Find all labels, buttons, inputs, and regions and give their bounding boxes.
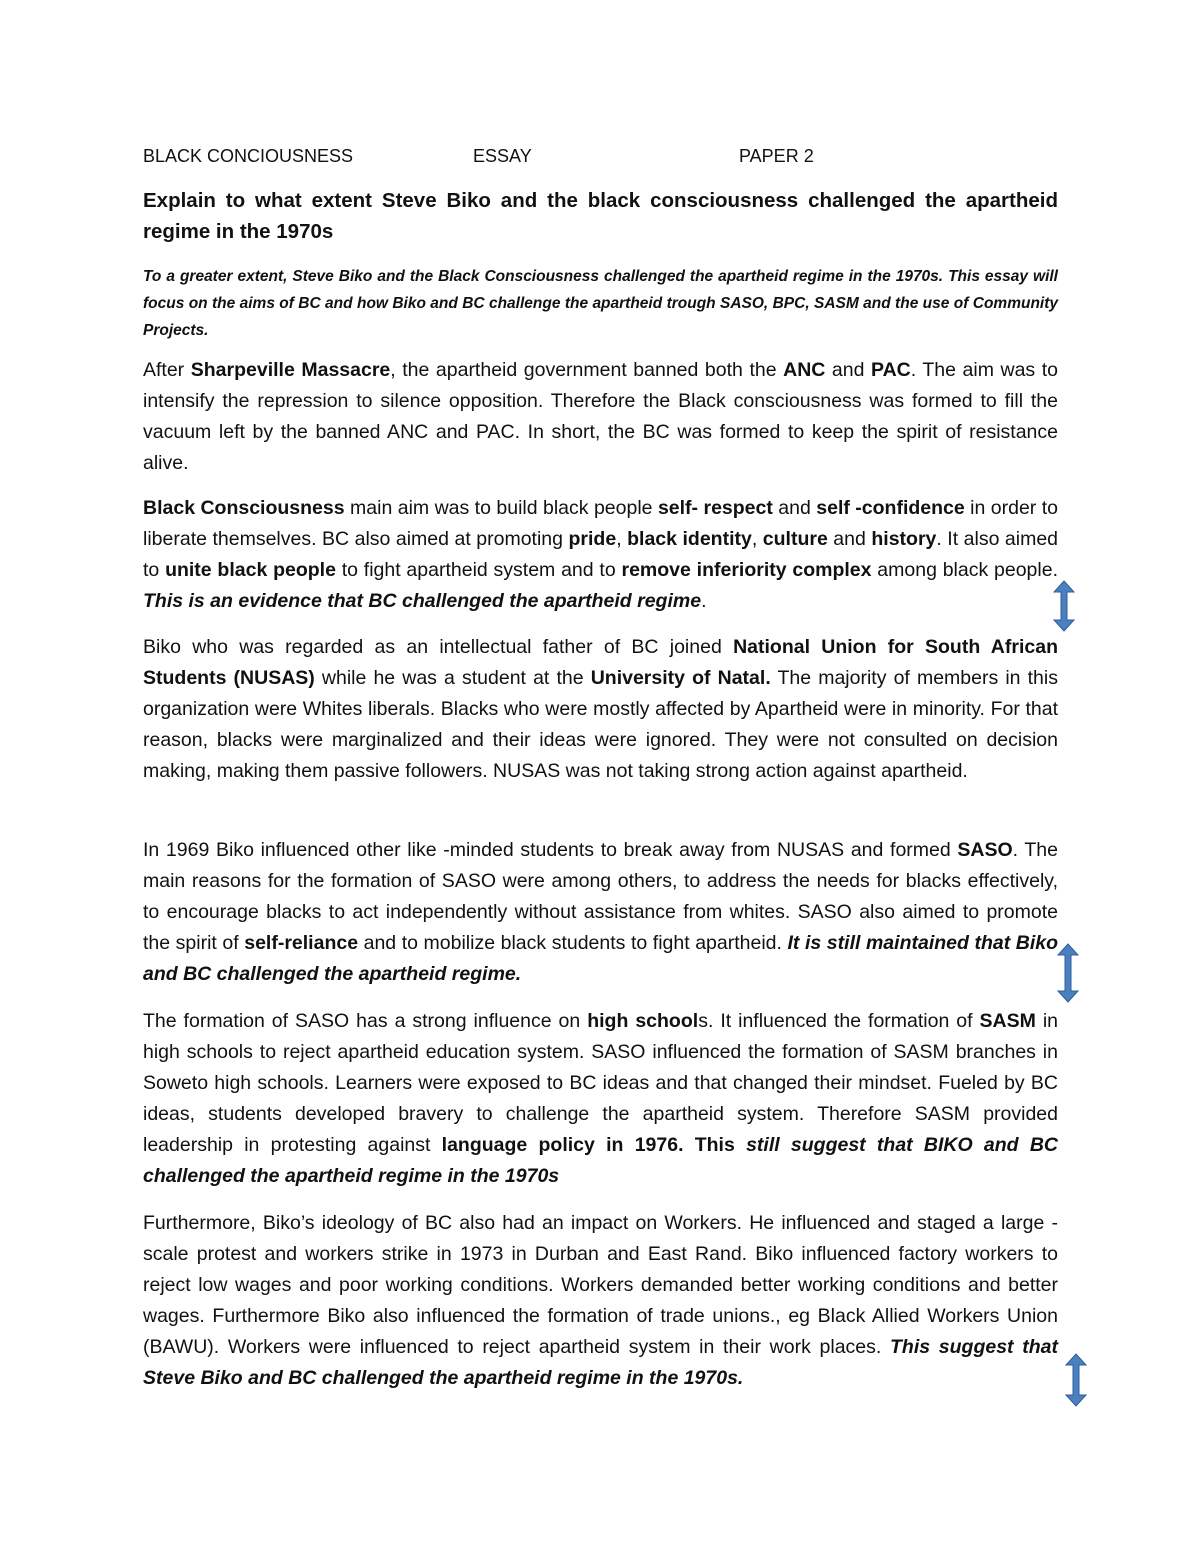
bold-term: black identity: [627, 528, 752, 550]
text-run: among black people.: [871, 559, 1058, 581]
bold-term: Sharpeville Massacre: [190, 359, 391, 381]
text-run: Biko who was regarded as an intellectual father of BC joined: [143, 636, 734, 658]
double-headed-arrow-icon: [1056, 943, 1080, 1003]
italic-conclusion: This suggest that Steve Biko and BC challenged the apartheid regime in the 1970s.: [143, 1336, 1058, 1389]
text-run: , the apartheid government banned both the: [390, 359, 784, 381]
bold-term: SASO: [957, 839, 1013, 861]
paragraph-workers: [143, 1208, 1058, 1394]
text-run: [735, 1134, 746, 1156]
text-run: and: [772, 497, 817, 519]
bold-term: culture: [762, 528, 828, 550]
paragraph-nusas: [143, 632, 1058, 787]
paragraph-saso: [143, 835, 1058, 990]
bold-term: SASM: [979, 1010, 1036, 1032]
text-run: After: [143, 359, 191, 381]
text-run: The formation of SASO has a strong influence on: [143, 1010, 588, 1032]
header-type: ESSAY: [473, 146, 532, 166]
paragraph-bc-aims: [143, 493, 1058, 617]
text-run: in order to liberate themselves. BC also aimed at promoting: [143, 497, 1058, 550]
italic-conclusion: It is still maintained that Biko and BC challenged the apartheid regime.: [143, 932, 1059, 985]
italic-conclusion: still suggest that BIKO and BC challenged the apartheid regime in the 1970s: [143, 1134, 1058, 1187]
header-paper: PAPER 2: [739, 146, 814, 166]
bold-term: self -confidence: [816, 497, 965, 519]
text-run: .: [701, 590, 707, 612]
text-run: in high schools to reject apartheid education system. SASO influenced the formation of SASM branches in Soweto high schools. Learners were exposed to BC ideas and that changed their mindset. Fueled by BC ideas, students developed bravery to challenge the apartheid system. Therefore SASM provided leadership in protesting against: [143, 1010, 1058, 1156]
paragraph-sharpeville: [143, 355, 1058, 479]
header-subject: BLACK CONCIOUSNESS: [143, 146, 354, 166]
bold-term: pride: [568, 528, 617, 550]
text-run: s. It influenced the formation of: [698, 1010, 980, 1032]
text-run: and: [827, 528, 872, 550]
bold-term: unite black people: [165, 559, 336, 581]
bold-term: language policy in 1976. This: [441, 1134, 735, 1156]
text-run: main aim was to build black people: [344, 497, 658, 519]
bold-term: University of Natal.: [590, 667, 771, 689]
paragraph-sasm: [143, 1006, 1058, 1192]
bold-term: Black Consciousness: [143, 497, 345, 519]
text-run: . The aim was to intensify the repression to silence opposition. Therefore the Black consciousness was formed to fill the vacuum left by the banned ANC and PAC. In short, the BC was formed to keep the spirit of resistance alive.: [143, 359, 1059, 474]
text-run: ,: [751, 528, 763, 550]
text-run: Furthermore, Biko’s ideology of BC also had an impact on Workers. He influenced and staged a large -scale protest and workers strike in 1973 in Durban and East Rand. Biko influenced factory workers to reject low wages and poor working conditions. Workers demanded better working conditions and better wages. Furthermore Biko also influenced the formation of trade unions., eg Black Allied Workers Union (BAWU). Workers were influenced to reject apartheid system in their work places.: [143, 1212, 1058, 1358]
bold-term: ANC: [783, 359, 826, 381]
bold-term: self- respect: [657, 497, 773, 519]
text-run: . It also aimed to: [143, 528, 1059, 581]
text-run: and: [825, 359, 872, 381]
text-run: The majority of members in this organization were Whites liberals. Blacks who were mostly affected by Apartheid were in minority. For that reason, blacks were marginalized and their ideas were ignored. They were not consulted on decision making, making them passive followers. NUSAS was not taking strong action against apartheid.: [143, 667, 1058, 782]
bold-term: self-reliance: [244, 932, 359, 954]
essay-question: Explain to what extent Steve Biko and the black consciousness challenged the apartheid regime in the 1970s: [143, 189, 1058, 243]
bold-term: PAC: [871, 359, 911, 381]
italic-conclusion: This is an evidence that BC challenged the apartheid regime: [143, 590, 702, 612]
text-run: while he was a student at the: [314, 667, 591, 689]
bold-term: remove inferiority complex: [621, 559, 872, 581]
essay-introduction: To a greater extent, Steve Biko and the Black Consciousness challenged the apartheid regime in the 1970s. This essay will focus on the aims of BC and how Biko and BC challenge the apartheid trough SASO, BPC, SASM and the use of Community Projects.: [143, 268, 1058, 339]
bold-term: history: [871, 528, 937, 550]
double-headed-arrow-icon: [1064, 1353, 1088, 1407]
text-run: to fight apartheid system and to: [335, 559, 622, 581]
text-run: and to mobilize black students to fight apartheid.: [358, 932, 788, 954]
text-run: ,: [616, 528, 628, 550]
text-run: . The main reasons for the formation of SASO were among others, to address the needs for blacks effectively, to encourage blacks to act independently without assistance from whites. SASO also aimed to promote the spirit of: [143, 839, 1058, 954]
bold-term: high school: [587, 1010, 699, 1032]
bold-term: National Union for South African Students (NUSAS): [143, 636, 1058, 689]
document-header: [143, 143, 1058, 169]
text-run: In 1969 Biko influenced other like -minded students to break away from NUSAS and formed: [143, 839, 958, 861]
double-headed-arrow-icon: [1052, 580, 1076, 632]
